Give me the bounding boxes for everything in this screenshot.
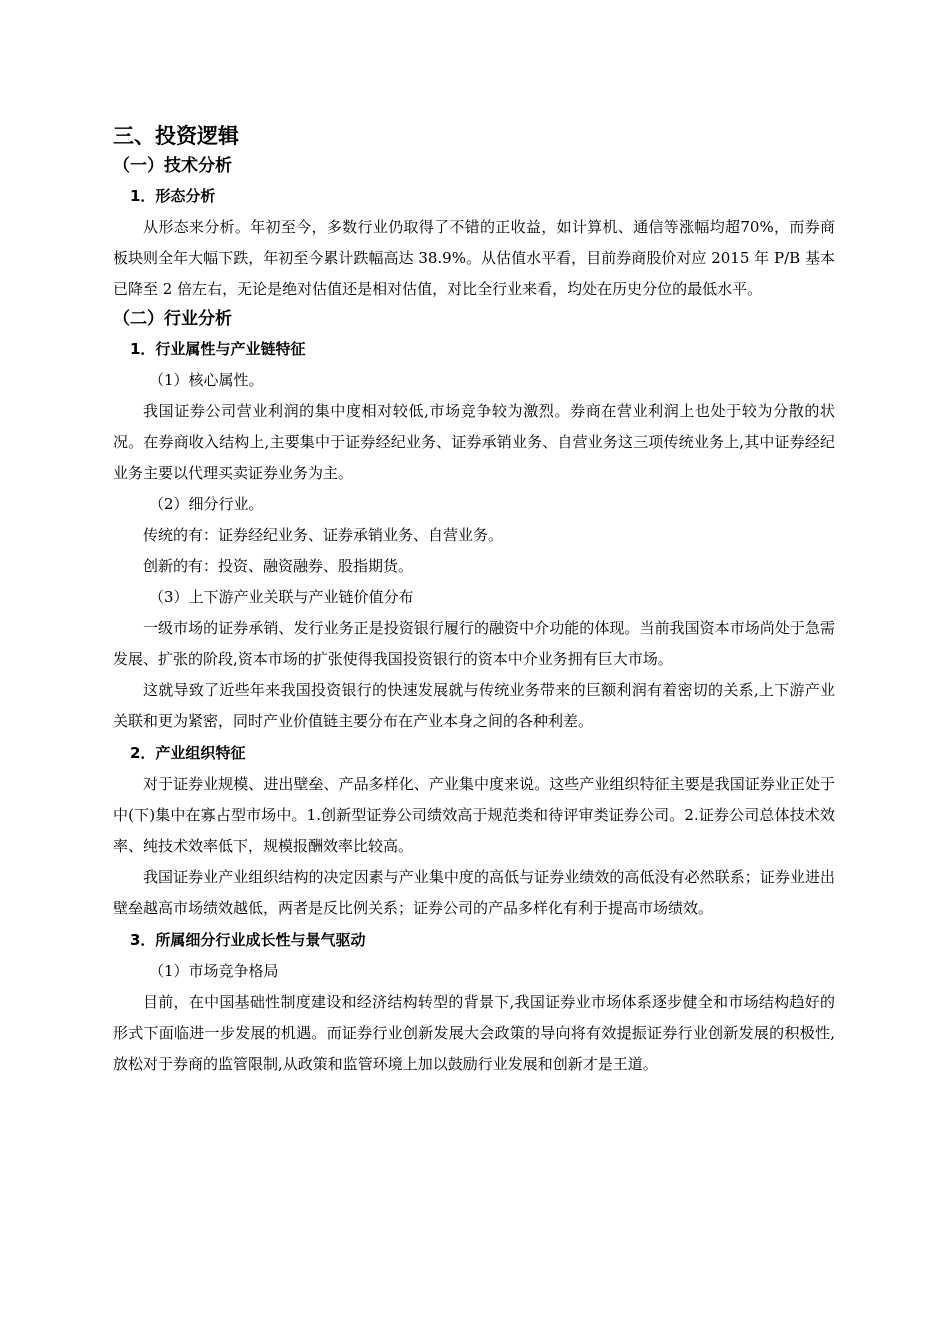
heading-industry-attributes: 1．行业属性与产业链特征 [130, 340, 306, 358]
heading-growth-drivers: 3．所属细分行业成长性与景气驱动 [130, 931, 366, 949]
subsection-title-technical-analysis: （一）技术分析 [113, 156, 232, 176]
paragraph-value-chain-2: 这就导致了近些年来我国投资银行的快速发展就与传统业务带来的巨额利润有着密切的关系,上下游产业关联和更为紧密，同时产业价值链主要分布在产业本身之间的各种利差。 [113, 681, 835, 730]
item-value-chain-title: （3）上下游产业关联与产业链价值分布 [149, 588, 414, 606]
item-competition-title: （1）市场竞争格局 [149, 962, 279, 980]
item-core-attribute-title: （1）核心属性。 [149, 371, 264, 389]
subsection-title-industry-analysis: （二）行业分析 [113, 309, 232, 329]
line-innovative-business: 创新的有：投资、融资融券、股指期货。 [143, 557, 414, 575]
paragraph-organization-2: 我国证券业产业组织结构的决定因素与产业集中度的高低与证券业绩效的高低没有必然联系；证券业进出壁垒越高市场绩效越低，两者是反比例关系；证券公司的产品多样化有利于提高市场绩效。 [113, 868, 835, 917]
paragraph-organization-1: 对于证券业规模、进出壁垒、产品多样化、产业集中度来说。这些产业组织特征主要是我国证券业正处于中(下)集中在寡占型市场中。1.创新型证券公司绩效高于规范类和待评审类证券公司。2.证券公司总体技术效率、纯技术效率低下，规模报酬效率比较高。 [113, 775, 835, 855]
line-traditional-business: 传统的有：证券经纪业务、证券承销业务、自营业务。 [143, 526, 504, 544]
heading-pattern-analysis: 1．形态分析 [130, 187, 216, 205]
heading-industry-organization: 2．产业组织特征 [130, 744, 246, 762]
document-page [113, 120, 835, 1080]
paragraph-pattern-analysis: 从形态来分析。年初至今，多数行业仍取得了不错的正收益，如计算机、通信等涨幅均超70%，而券商板块则全年大幅下跌，年初至今累计跌幅高达 38.9%。从估值水平看，目前券商股价对应 2015 年 P/B 基本已降至 2 倍左右，无论是绝对估值还是相对估值，对比全行业来看，均处在历史分位的最低水平。 [113, 218, 835, 298]
paragraph-competition: 目前，在中国基础性制度建设和经济结构转型的背景下,我国证券业市场体系逐步健全和市场结构趋好的形式下面临进一步发展的机遇。而证券行业创新发展大会政策的导向将有效提振证券行业创新发展的积极性,放松对于券商的监管限制,从政策和监管环境上加以鼓励行业发展和创新才是王道。 [113, 993, 835, 1073]
paragraph-value-chain-1: 一级市场的证券承销、发行业务正是投资银行履行的融资中介功能的体现。当前我国资本市场尚处于急需发展、扩张的阶段,资本市场的扩张使得我国投资银行的资本中介业务拥有巨大市场。 [113, 619, 835, 668]
paragraph-core-attribute: 我国证券公司营业利润的集中度相对较低,市场竞争较为激烈。券商在营业利润上也处于较为分散的状况。在券商收入结构上,主要集中于证券经纪业务、证券承销业务、自营业务这三项传统业务上,其中证券经纪业务主要以代理买卖证券业务为主。 [113, 402, 835, 482]
section-title-investment-logic: 三、投资逻辑 [113, 124, 239, 148]
item-segment-title: （2）细分行业。 [149, 495, 264, 513]
